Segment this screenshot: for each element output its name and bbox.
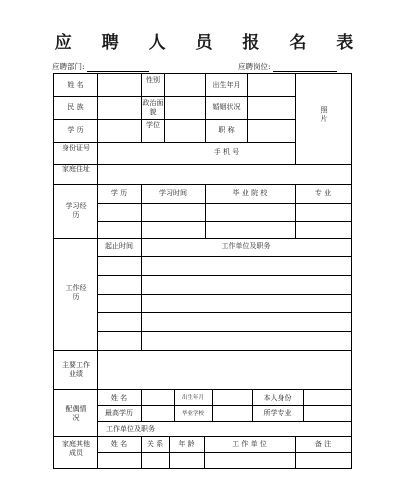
- row-divider: [97, 405, 351, 406]
- mobile-label: 手 机 号: [213, 148, 240, 156]
- row-divider: [54, 96, 295, 97]
- row-divider: [54, 389, 351, 390]
- spouse-section-label: 配偶情况: [65, 405, 87, 422]
- political-label: 政治面貌: [142, 99, 164, 116]
- spouse-school-label: 毕业学校: [181, 411, 204, 417]
- row-divider: [97, 294, 351, 295]
- row-divider: [97, 256, 351, 257]
- family-col-note: 备 注: [314, 440, 332, 448]
- degree-label: 学位: [146, 121, 160, 129]
- row-divider: [97, 421, 351, 422]
- family-col-name: 姓 名: [110, 440, 128, 448]
- position-label: 应聘岗位:: [238, 62, 271, 71]
- family-section-label: 家庭其他成员: [62, 440, 90, 457]
- row-divider: [54, 350, 351, 351]
- position-input-line[interactable]: [273, 63, 337, 72]
- col-divider: [303, 389, 304, 421]
- row-divider: [54, 238, 351, 239]
- work-col-unit: 工作单位及职务: [221, 242, 271, 250]
- photo-label: 照片: [320, 106, 328, 123]
- study-col-school: 毕 业 院 校: [232, 189, 268, 197]
- study-col-education: 学 历: [110, 189, 128, 197]
- gender-label: 性别: [146, 76, 160, 84]
- achievement-section-label: 主要工作业绩: [62, 361, 90, 378]
- col-divider: [247, 74, 248, 142]
- department-label: 应聘部门:: [52, 62, 85, 71]
- ethnicity-label: 民 族: [67, 103, 84, 111]
- marital-label: 婚姻状况: [212, 103, 241, 111]
- row-divider: [97, 221, 351, 222]
- col-divider: [212, 389, 213, 421]
- form-title: 应 聘 人 员 报 名 表: [54, 33, 366, 53]
- birth-label: 出生年月: [212, 81, 241, 89]
- address-label: 家庭住址: [62, 165, 90, 173]
- col-divider: [295, 74, 296, 164]
- row-divider: [54, 119, 295, 120]
- row-divider: [54, 184, 351, 185]
- spouse-major-label: 所学专业: [263, 409, 292, 417]
- row-divider: [97, 203, 351, 204]
- row-divider: [97, 312, 351, 313]
- spouse-birth-label: 出生年月: [181, 395, 204, 401]
- study-section-label: 学习经历: [65, 202, 87, 219]
- row-divider: [97, 275, 351, 276]
- work-col-time: 起止时间: [105, 242, 133, 250]
- col-divider: [141, 389, 142, 421]
- id-card-label: 身份证号: [62, 144, 90, 152]
- position-field: [238, 61, 337, 72]
- row-divider: [97, 452, 351, 453]
- family-col-age: 年 龄: [178, 440, 195, 448]
- application-table: [53, 73, 352, 469]
- row-divider: [97, 331, 351, 332]
- spouse-name-label: 姓 名: [110, 394, 128, 402]
- name-label: 姓 名: [67, 81, 84, 89]
- row-divider: [54, 436, 351, 437]
- row-divider: [54, 142, 295, 143]
- study-col-major: 专 业: [314, 189, 332, 197]
- education-label: 学 历: [67, 126, 84, 134]
- study-col-time: 学习时间: [159, 189, 187, 197]
- department-field: [52, 61, 149, 72]
- spouse-id-label: 本人身份: [263, 394, 292, 402]
- spouse-highest-edu-label: 最高学历: [105, 409, 133, 417]
- family-col-unit: 工 作 单 位: [232, 440, 267, 448]
- col-divider: [141, 238, 142, 350]
- col-divider: [164, 74, 165, 142]
- spouse-unit-label: 工作单位及职务: [106, 425, 155, 433]
- title-rank-label: 职 称: [218, 126, 235, 134]
- family-col-relation: 关 系: [146, 440, 164, 448]
- work-section-label: 工作经历: [65, 284, 87, 301]
- department-input-line[interactable]: [87, 63, 149, 72]
- row-divider: [54, 164, 351, 165]
